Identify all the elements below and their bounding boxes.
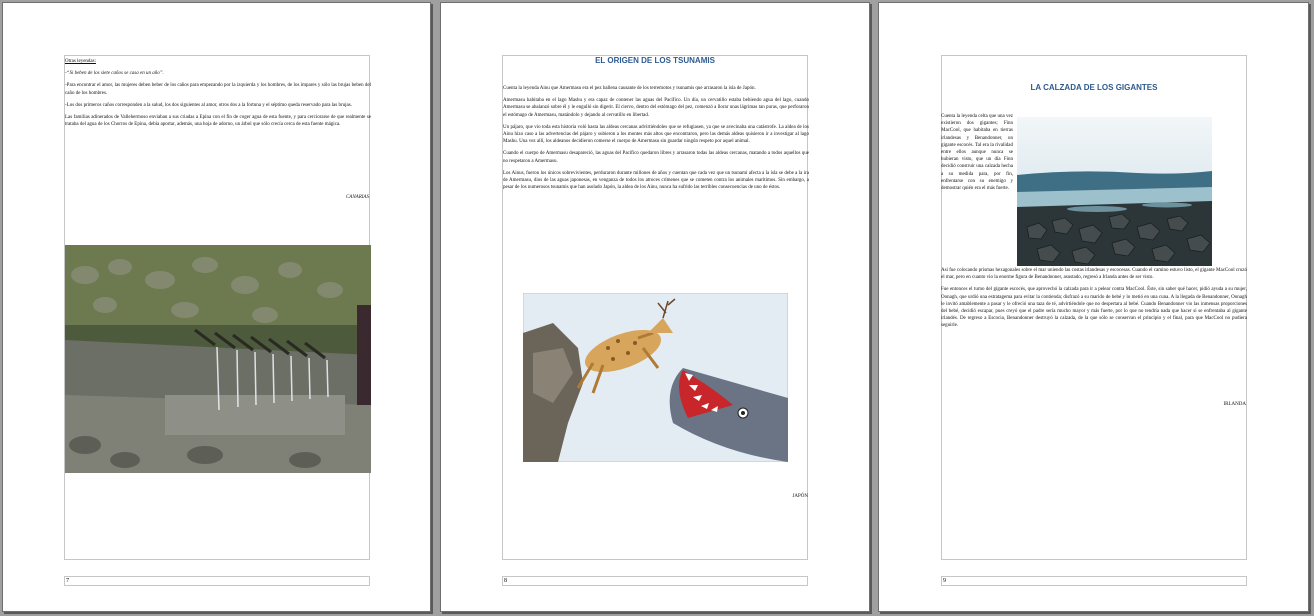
page-8-signature: JAPÓN <box>792 494 808 499</box>
page-9-text <box>941 267 1247 335</box>
paragraph: -“Si beben de los siete caños se casa en un año”. <box>65 71 164 77</box>
page-7-signature: CANARIAS <box>345 195 369 200</box>
basalt-columns-photo <box>1017 117 1212 266</box>
page-7-text <box>65 58 371 133</box>
paragraph: Fue entonces el turno del gigante escocés, que aprovechó la calzada para ir a pelear contra MacCool. Éste, sin saber qué hacer, pidió ayuda a su mujer, Oonagh, que urdió una estratagema para evitar la contienda; disfrazó a su marido de bebé y lo metió en una cuna. A la llegada de Benandonner, Oonagh le invitó amablemente a pasar y le ofreció una taza de té, advirtiéndole que no despertara al bebé. Cuando Benandonner vio las inmensas proporciones del bebé, decidió escapar, pues creyó que el padre sería mucho mayor y más fuerte, por lo que no tendría nada que hacer si se enfrentaba al gigante irlandés. De regreso a Escocia, Benandonner destruyó la calzada, de la que sólo se conservan el principio y el final, para que MacCool no pudiera seguirle. <box>941 287 1247 329</box>
page-number: 9 <box>943 578 946 584</box>
paragraph: -Para encontrar el amor, las mujeres deben beber de los caños para empezando por la izquierda y los hombres, de los impares y sólo las brujas beben del caño de los hombres. <box>65 83 371 96</box>
page-footer <box>64 576 370 586</box>
page-9-signature: IRLANDA <box>1223 402 1246 407</box>
page-footer <box>941 576 1247 586</box>
paragraph: Cuenta la leyenda Ainu que Amermasu era el pez ballena causante de los terremotos y tsunamis que arrasaron la isla de Japón. <box>503 86 756 91</box>
page-footer <box>502 576 808 586</box>
paragraph: Cuando el cuerpo de Amermasu desapareció, las aguas del Pacífico quedaron libres y arrasaron todas las aldeas cercanas, matando a todos aquellos que no respetaron a Amermasu. <box>503 151 809 164</box>
paragraph: Amermasu habitaba en el lago Mashu y era capaz de contener las aguas del Pacífico. Un día, un cervatillo estaba bebiendo agua del lago, cuando Amermasu se abalanzó sobre él y le engulló sin digerir. El ciervo, dentro del estómago del pez, comenzó a llorar unas lágrimas tan puras, que perforaron el estómago de Amermasu, matándolo y dejando al cervatillo en libertad. <box>503 98 809 118</box>
paragraph: Los Ainus, fueron los únicos sobrevivientes, perduraron durante millones de años y cuentan que cada vez que un tsunami afecta a la isla se debe a la ira de Amermasu, dios de las aguas japonesas, en venganza de todos los atroces crímenes que se cometen contra los animales marítimos. Sin embargo, a pesar de los numerosos tsunamis que han asolado Japón, la aldea de los Ainu, nunca ha sufrido las terribles consecuencias de uno de éstos. <box>503 170 809 191</box>
paragraph: Un pájaro, que vio toda esta historia voló hasta las aldeas cercanas advirtiéndoles que se refugiasen, ya que se avecinaba una catástrofe. La aldea de los Ainu hizo caso a las advertencias del pájaro y subieron a los montes más altos que encontraron, pero las demás aldeas quisieron ir a investigar al lago Mashu. Una vez allí, los aldeanos decidieron comerse el cuerpo de Amermasu sin guardar ningún respeto por aquel animal. <box>503 124 809 145</box>
fountain-photo <box>65 245 371 473</box>
paragraph: Así fue colocando prismas hexagonales sobre el mar uniendo las costas irlandesas y escocesas. Cuando el camino estuvo listo, el gigante MacCool cruzó el mar, pero en cuanto vio la enorme figura de Benandonner, asustado, regresó a Irlanda antes de ser visto. <box>941 268 1247 281</box>
page-7 <box>2 2 431 612</box>
page-9-title: LA CALZADA DE LOS GIGANTES <box>1030 83 1158 92</box>
page-number: 8 <box>504 578 507 584</box>
page-number: 7 <box>66 578 69 584</box>
page-8-title: EL ORIGEN DE LOS TSUNAMIS <box>595 56 715 65</box>
page-8-text <box>503 85 809 196</box>
page-8 <box>440 2 870 612</box>
page-9 <box>878 2 1309 612</box>
page-7-heading: Otras leyendas: <box>65 59 96 64</box>
paragraph: Cuenta la leyenda celta que una vez existieron dos gigantes; Finn MacCool, que habitaba en tierras irlandesas y Benandonner, un gigante escocés. Tal era la rivalidad entre ellos aunque nunca se hubieran visto, que un día Finn decidió construir una calzada hecha a su medida para, por fin, enfrentarse con su enemigo y demostrar quién era el más fuerte. <box>941 114 1013 192</box>
deer-and-whale-drawing <box>523 293 788 462</box>
paragraph: Las familias adinerados de Vallehermoso enviaban a sus criadas a Epina con el fin de coger agua de esta fuente, y para cerciorarse de que realmente se trataba del agua de los Chorros de Epina, debía aportar, además, una hoja de adorno, un árbol que sólo crecía cerca de esta fuente mágica. <box>65 115 371 128</box>
paragraph: -Los dos primeros caños corresponden a la salud, los dos siguientes al amor, otros dos a la fortuna y el séptimo queda reservado para las brujas. <box>65 102 352 108</box>
page-9-intro <box>941 113 1013 197</box>
